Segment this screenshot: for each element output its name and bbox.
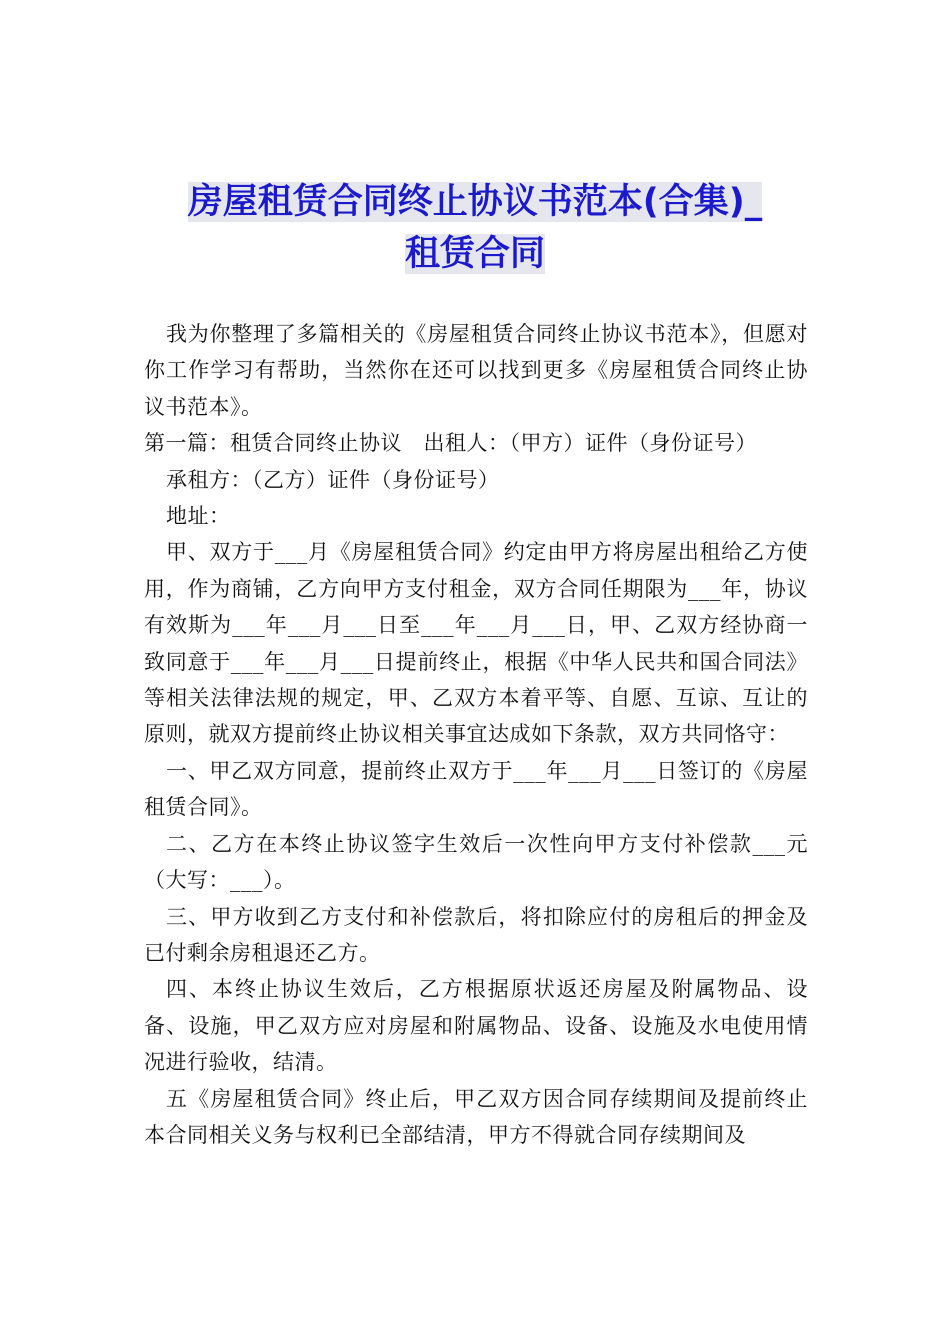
clause-4: 四、本终止协议生效后，乙方根据原状返还房屋及附属物品、设备、设施，甲乙双方应对房屋和附属物品、设备、设施及水电使用情况进行验收，结清。	[144, 977, 808, 1075]
title-line-1: 房屋租赁合同终止协议书范本(合集)_	[187, 182, 763, 222]
preamble-paragraph: 甲、双方于___月《房屋租赁合同》约定由甲方将房屋出租给乙方使用，作为商铺，乙方向甲方支付租金，双方合同任期限为___年，协议有效斯为___年___月___日至___年___月___日，甲、乙双方经协商一致同意于___年___月___日提前终止，根据《中华人民共和国合同法》等相关法律法规的规定，甲、乙双方本着平等、自愿、互谅、互让的原则，就双方提前终止协议相关事宜达成如下条款，双方共同恪守：	[144, 540, 808, 747]
clause-2: 二、乙方在本终止协议签字生效后一次性向甲方支付补偿款___元（大写：___）。	[144, 831, 808, 893]
clause-3: 三、甲方收到乙方支付和补偿款后，将扣除应付的房租后的押金及已付剩余房租退还乙方。	[144, 904, 808, 965]
clause-5: 五《房屋租赁合同》终止后，甲乙双方因合同存续期间及提前终止本合同相关义务与权利已全部结清，甲方不得就合同存续期间及	[144, 1086, 808, 1147]
section-heading: 第一篇：租赁合同终止协议 出租人：（甲方）证件（身份证号）	[144, 431, 757, 456]
intro-paragraph: 我为你整理了多篇相关的《房屋租赁合同终止协议书范本》，但愿对你工作学习有帮助，当然你在还可以找到更多《房屋租赁合同终止协议书范本》。	[144, 322, 808, 419]
tenant-line: 承租方：（乙方）证件（身份证号）	[166, 467, 500, 492]
document-title	[140, 176, 810, 280]
clause-1: 一、甲乙双方同意，提前终止双方于___年___月___日签订的《房屋租赁合同》。	[144, 758, 808, 820]
document-body	[144, 316, 808, 1153]
address-line: 地址：	[166, 504, 231, 529]
title-line-2: 租赁合同	[404, 234, 545, 274]
